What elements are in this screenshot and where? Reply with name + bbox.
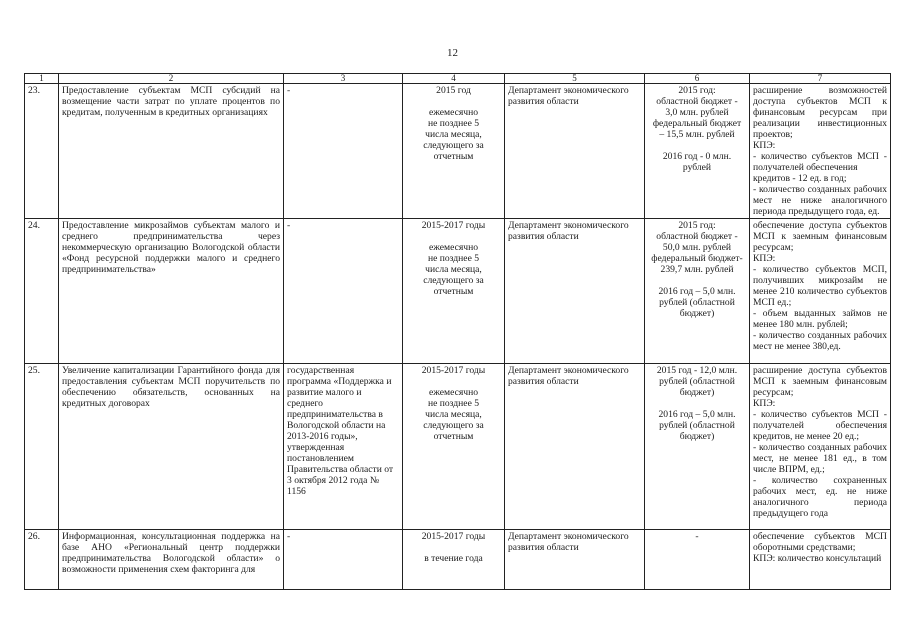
cell-line: обеспечение доступа субъектов МСП к заемным финансовым ресурсам; [753, 220, 887, 253]
header-cell-4: 4 [403, 74, 505, 84]
cell-line: областной бюджет - [656, 231, 738, 242]
measure-name: Информационная, консультационная поддержка на базе АНО «Региональный центр поддержки предпринимательства Вологодской области» о возможности применения схем факторинга для [59, 530, 284, 590]
cell-line: 2015-2017 годы [421, 365, 486, 376]
line-gap [406, 542, 501, 553]
cell-line: КПЭ: [753, 253, 776, 264]
cell-line: ежемесячно [428, 107, 478, 118]
cell-line: 50,0 млн. рублей [662, 242, 732, 253]
legal-basis: - [284, 84, 403, 219]
cell-line: не позднее 5 [427, 398, 480, 409]
cell-line: рублей (областной [659, 297, 735, 308]
header-cell-6: 6 [645, 74, 750, 84]
measures-table [24, 73, 891, 590]
cell-line: бюджет) [679, 387, 715, 398]
line-gap [406, 96, 501, 107]
cell-line: 2016 год – 5,0 млн. [658, 409, 736, 420]
table-row [25, 364, 891, 530]
legal-basis: - [284, 530, 403, 590]
row-number: 24. [25, 219, 59, 364]
cell-line: ежемесячно [428, 387, 478, 398]
header-cell-3: 3 [284, 74, 403, 84]
legal-basis: - [284, 219, 403, 364]
cell-line: 2015 год: [678, 220, 716, 231]
table-row [25, 219, 891, 364]
cell-line: 2016 год – 5,0 млн. [658, 286, 736, 297]
cell-line: 2015 год [436, 85, 471, 96]
cell-line: бюджет) [679, 308, 715, 319]
line-gap [406, 376, 501, 387]
cell-line: числа месяца, [425, 129, 482, 140]
measure-name: Предоставление микрозаймов субъектам малого и среднего предпринимательства через некоммерческую организацию Вологодской области «Фонд ресурсной поддержки малого и среднего предпринимательства» [59, 219, 284, 364]
cell-line: 2015 год: [678, 85, 716, 96]
cell-line: рублей (областной [659, 376, 735, 387]
cell-line: – 15,5 млн. рублей [659, 129, 735, 140]
cell-line: следующего за [423, 420, 484, 431]
legal-basis: государственная программа «Поддержка и развитие малого и среднего предпринимательства в Вологодской области на 2013-2016 годы», утвержденная постановлением Правительства области от 3 октября 2012 года № 1156 [284, 364, 403, 530]
cell-line: - количество созданных рабочих мест не ниже аналогичного периода предыдущего года, ед. [753, 184, 887, 217]
cell-line: областной бюджет - [656, 96, 738, 107]
cell-line: КПЭ: [753, 398, 776, 409]
cell-line: - количество созданных рабочих мест, не менее 181 ед., в том числе ВПРМ, ед.; [753, 442, 887, 475]
header-cell-2: 2 [59, 74, 284, 84]
header-row [25, 74, 891, 84]
expected-result [750, 219, 891, 364]
cell-line: отчетным [433, 151, 474, 162]
line-gap [648, 398, 746, 409]
cell-line: рублей [682, 162, 712, 173]
cell-line: в течение года [424, 553, 483, 564]
table-row [25, 530, 891, 590]
row-number: 23. [25, 84, 59, 219]
responsible-executor: Департамент экономического развития области [505, 530, 645, 590]
funding-sources [645, 219, 750, 364]
cell-line: - объем выданных займов не менее 180 млн. рублей; [753, 308, 887, 330]
header-cell-7: 7 [750, 74, 891, 84]
cell-line: отчетным [433, 431, 474, 442]
implementation-period [403, 530, 505, 590]
header-cell-1: 1 [25, 74, 59, 84]
row-number: 25. [25, 364, 59, 530]
cell-line: числа месяца, [425, 264, 482, 275]
cell-line: обеспечение субъектов МСП оборотными средствами; [753, 531, 887, 553]
table-body [25, 84, 891, 590]
cell-line: федеральный бюджет [652, 118, 742, 129]
line-gap [406, 231, 501, 242]
funding-sources [645, 84, 750, 219]
cell-line: расширение доступа субъектов МСП к заемным финансовым ресурсам; [753, 365, 887, 398]
cell-line: расширение возможностей доступа субъектов МСП к финансовым ресурсам при реализации инвестиционных проектов; [753, 85, 887, 140]
cell-line: отчетным [433, 286, 474, 297]
cell-line: 2015-2017 годы [421, 531, 486, 542]
cell-line: 2015-2017 годы [421, 220, 486, 231]
measure-name: Увеличение капитализации Гарантийного фонда для предоставления субъектам МСП поручительств по обеспечению обязательств, основанных на кредитных договорах [59, 364, 284, 530]
cell-line: КПЭ: [753, 140, 776, 151]
cell-line: кредитов - 12 ед. в год; [753, 173, 847, 184]
cell-line: следующего за [423, 140, 484, 151]
cell-line: числа месяца, [425, 409, 482, 420]
line-gap [648, 140, 746, 151]
expected-result [750, 84, 891, 219]
responsible-executor: Департамент экономического развития области [505, 364, 645, 530]
funding-sources [645, 530, 750, 590]
cell-line: - количество субъектов МСП - получателей обеспечения кредитов, не менее 20 ед.; [753, 409, 887, 442]
header-cell-5: 5 [505, 74, 645, 84]
cell-line: бюджет) [679, 431, 715, 442]
cell-line: 3,0 млн. рублей [665, 107, 729, 118]
implementation-period [403, 219, 505, 364]
cell-line: - количество созданных рабочих мест не менее 380,ед. [753, 330, 887, 352]
cell-line: - [695, 531, 699, 542]
cell-line: не позднее 5 [427, 118, 480, 129]
cell-line: - количество сохраненных рабочих мест, ед. не ниже аналогичного периода предыдущего года [753, 475, 887, 519]
row-number: 26. [25, 530, 59, 590]
cell-line: - количество субъектов МСП - получателей обеспечения [753, 151, 887, 173]
cell-line: рублей (областной [659, 420, 735, 431]
expected-result [750, 364, 891, 530]
expected-result [750, 530, 891, 590]
cell-line: 239,7 млн. рублей [660, 264, 734, 275]
line-gap [648, 275, 746, 286]
responsible-executor: Департамент экономического развития области [505, 219, 645, 364]
table-row [25, 84, 891, 219]
cell-line: следующего за [423, 275, 484, 286]
responsible-executor: Департамент экономического развития области [505, 84, 645, 219]
measure-name: Предоставление субъектам МСП субсидий на возмещение части затрат по уплате процентов по кредитам, полученным в кредитных организациях [59, 84, 284, 219]
cell-line: 2016 год - 0 млн. [662, 151, 732, 162]
implementation-period [403, 364, 505, 530]
cell-line: не позднее 5 [427, 253, 480, 264]
cell-line: КПЭ: количество консультаций [753, 553, 882, 564]
implementation-period [403, 84, 505, 219]
funding-sources [645, 364, 750, 530]
cell-line: ежемесячно [428, 242, 478, 253]
page-number: 12 [447, 47, 458, 59]
cell-line: федеральный бюджет- [651, 253, 743, 264]
cell-line: 2015 год - 12,0 млн. [656, 365, 738, 376]
cell-line: - количество субъектов МСП, получивших микрозайм не менее 210 количество субъектов МСП ед.; [753, 264, 887, 308]
